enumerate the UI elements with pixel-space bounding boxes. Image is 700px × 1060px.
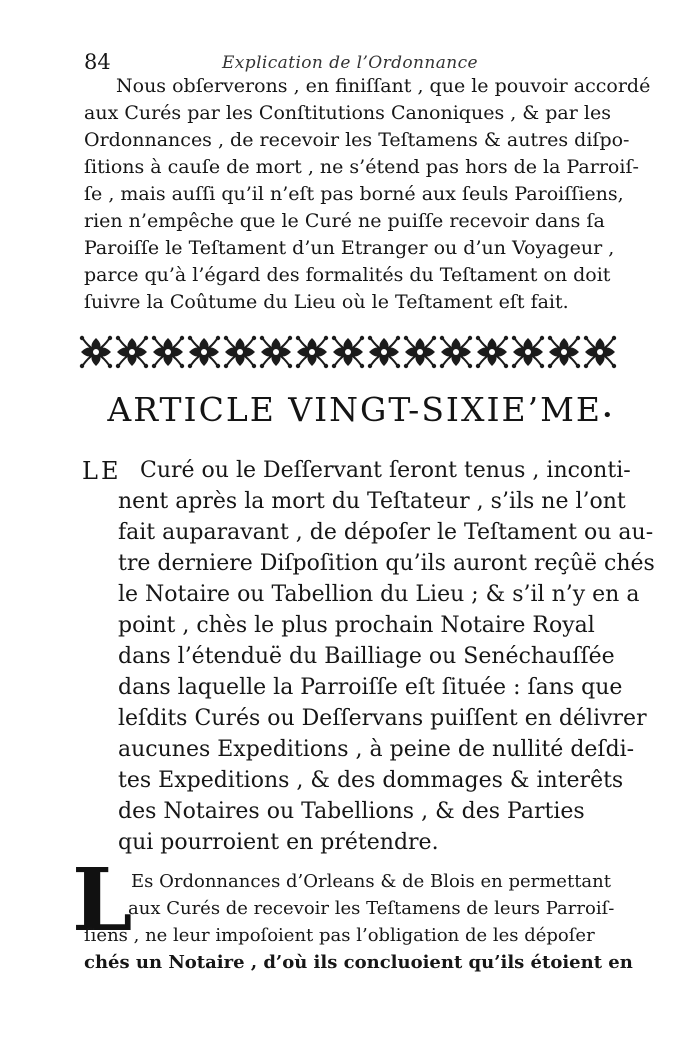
article-line: fait auparavant , de dépoſer le Teſtament ou au-: [118, 520, 654, 545]
article-line: dans l’étenduë du Bailliage ou Senéchauſſée: [118, 644, 615, 669]
text-line: Paroiſſe le Teſtament d’un Etranger ou d’un Voyageur ,: [84, 237, 615, 259]
commentary-line: aux Curés de recevoir les Teſtamens de leurs Parroiſ-: [128, 898, 615, 919]
article-line: point , chès le plus prochain Notaire Royal: [118, 613, 595, 638]
article-line: tes Expeditions , & des dommages & interêts: [118, 768, 624, 793]
fleuron-icon: [512, 336, 544, 368]
fleuron-icon: [188, 336, 220, 368]
article-line: aucunes Expeditions , à peine de nullité deſdi-: [118, 737, 635, 762]
text-line: Nous obſerverons , en finiſſant , que le pouvoir accordé: [116, 75, 651, 97]
fleuron-icon: [584, 336, 616, 368]
fleuron-icon: [80, 336, 112, 368]
page-number: 84: [84, 50, 111, 74]
article-heading: [100, 390, 620, 434]
text-line: aux Curés par les Conſtitutions Canoniques , & par les: [84, 102, 611, 124]
article-line: des Notaires ou Tabellions , & des Parties: [118, 799, 585, 824]
article-line: dans laquelle la Parroiſſe eſt ſituée : ſans que: [118, 675, 623, 700]
article-line: Curé ou le Deſſervant ſeront tenus , inconti-: [140, 458, 631, 483]
fleuron-icon: [332, 336, 364, 368]
fleuron-icon: [404, 336, 436, 368]
fleuron-icon: [152, 336, 184, 368]
fleuron-icon: [296, 336, 328, 368]
article-lead-word: LE: [82, 457, 122, 485]
commentary-line: Es Ordonnances d’Orleans & de Blois en permettant: [131, 871, 611, 892]
heading-dot: •: [601, 405, 613, 426]
drop-cap: L: [72, 850, 133, 951]
fleuron-icon: [368, 336, 400, 368]
article-heading-text: ARTICLE VINGT-SIXIE’ME: [107, 390, 602, 429]
fleuron-ornament-band: [76, 328, 636, 376]
commentary-line: ſiens , ne leur impoſoient pas l’obligation de les dépoſer: [84, 925, 595, 946]
fleuron-icon: [548, 336, 580, 368]
text-line: parce qu’à l’égard des formalités du Teſtament on doit: [84, 264, 611, 286]
fleuron-icon: [116, 336, 148, 368]
text-line: rien n’empêche que le Curé ne puiſſe recevoir dans ſa: [84, 210, 605, 232]
fleuron-icon: [440, 336, 472, 368]
fleuron-icon: [260, 336, 292, 368]
fleuron-icon: [476, 336, 508, 368]
article-line: qui pourroient en prétendre.: [118, 830, 439, 855]
commentary-line: chés un Notaire , d’où ils concluoient qu’ils étoient en: [84, 952, 633, 973]
article-line: leſdits Curés ou Deſſervans puiſſent en délivrer: [118, 706, 647, 731]
article-line: nent après la mort du Teſtateur , s’ils ne l’ont: [118, 489, 626, 514]
article-line: le Notaire ou Tabellion du Lieu ; & s’il n’y en a: [118, 582, 640, 607]
running-title: Explication de l’Ordonnance: [222, 53, 478, 73]
text-line: ſitions à cauſe de mort , ne s’étend pas hors de la Parroiſ-: [84, 156, 639, 178]
fleuron-icon: [224, 336, 256, 368]
text-line: ſuivre la Coûtume du Lieu où le Teſtament eſt fait.: [84, 291, 569, 313]
text-line: ſe , mais auſſi qu’il n’eſt pas borné aux ſeuls Paroiſſiens,: [84, 183, 624, 205]
article-line: tre derniere Diſpoſition qu’ils auront reçûë chés: [118, 551, 655, 576]
text-line: Ordonnances , de recevoir les Teſtamens & autres diſpo-: [84, 129, 630, 151]
